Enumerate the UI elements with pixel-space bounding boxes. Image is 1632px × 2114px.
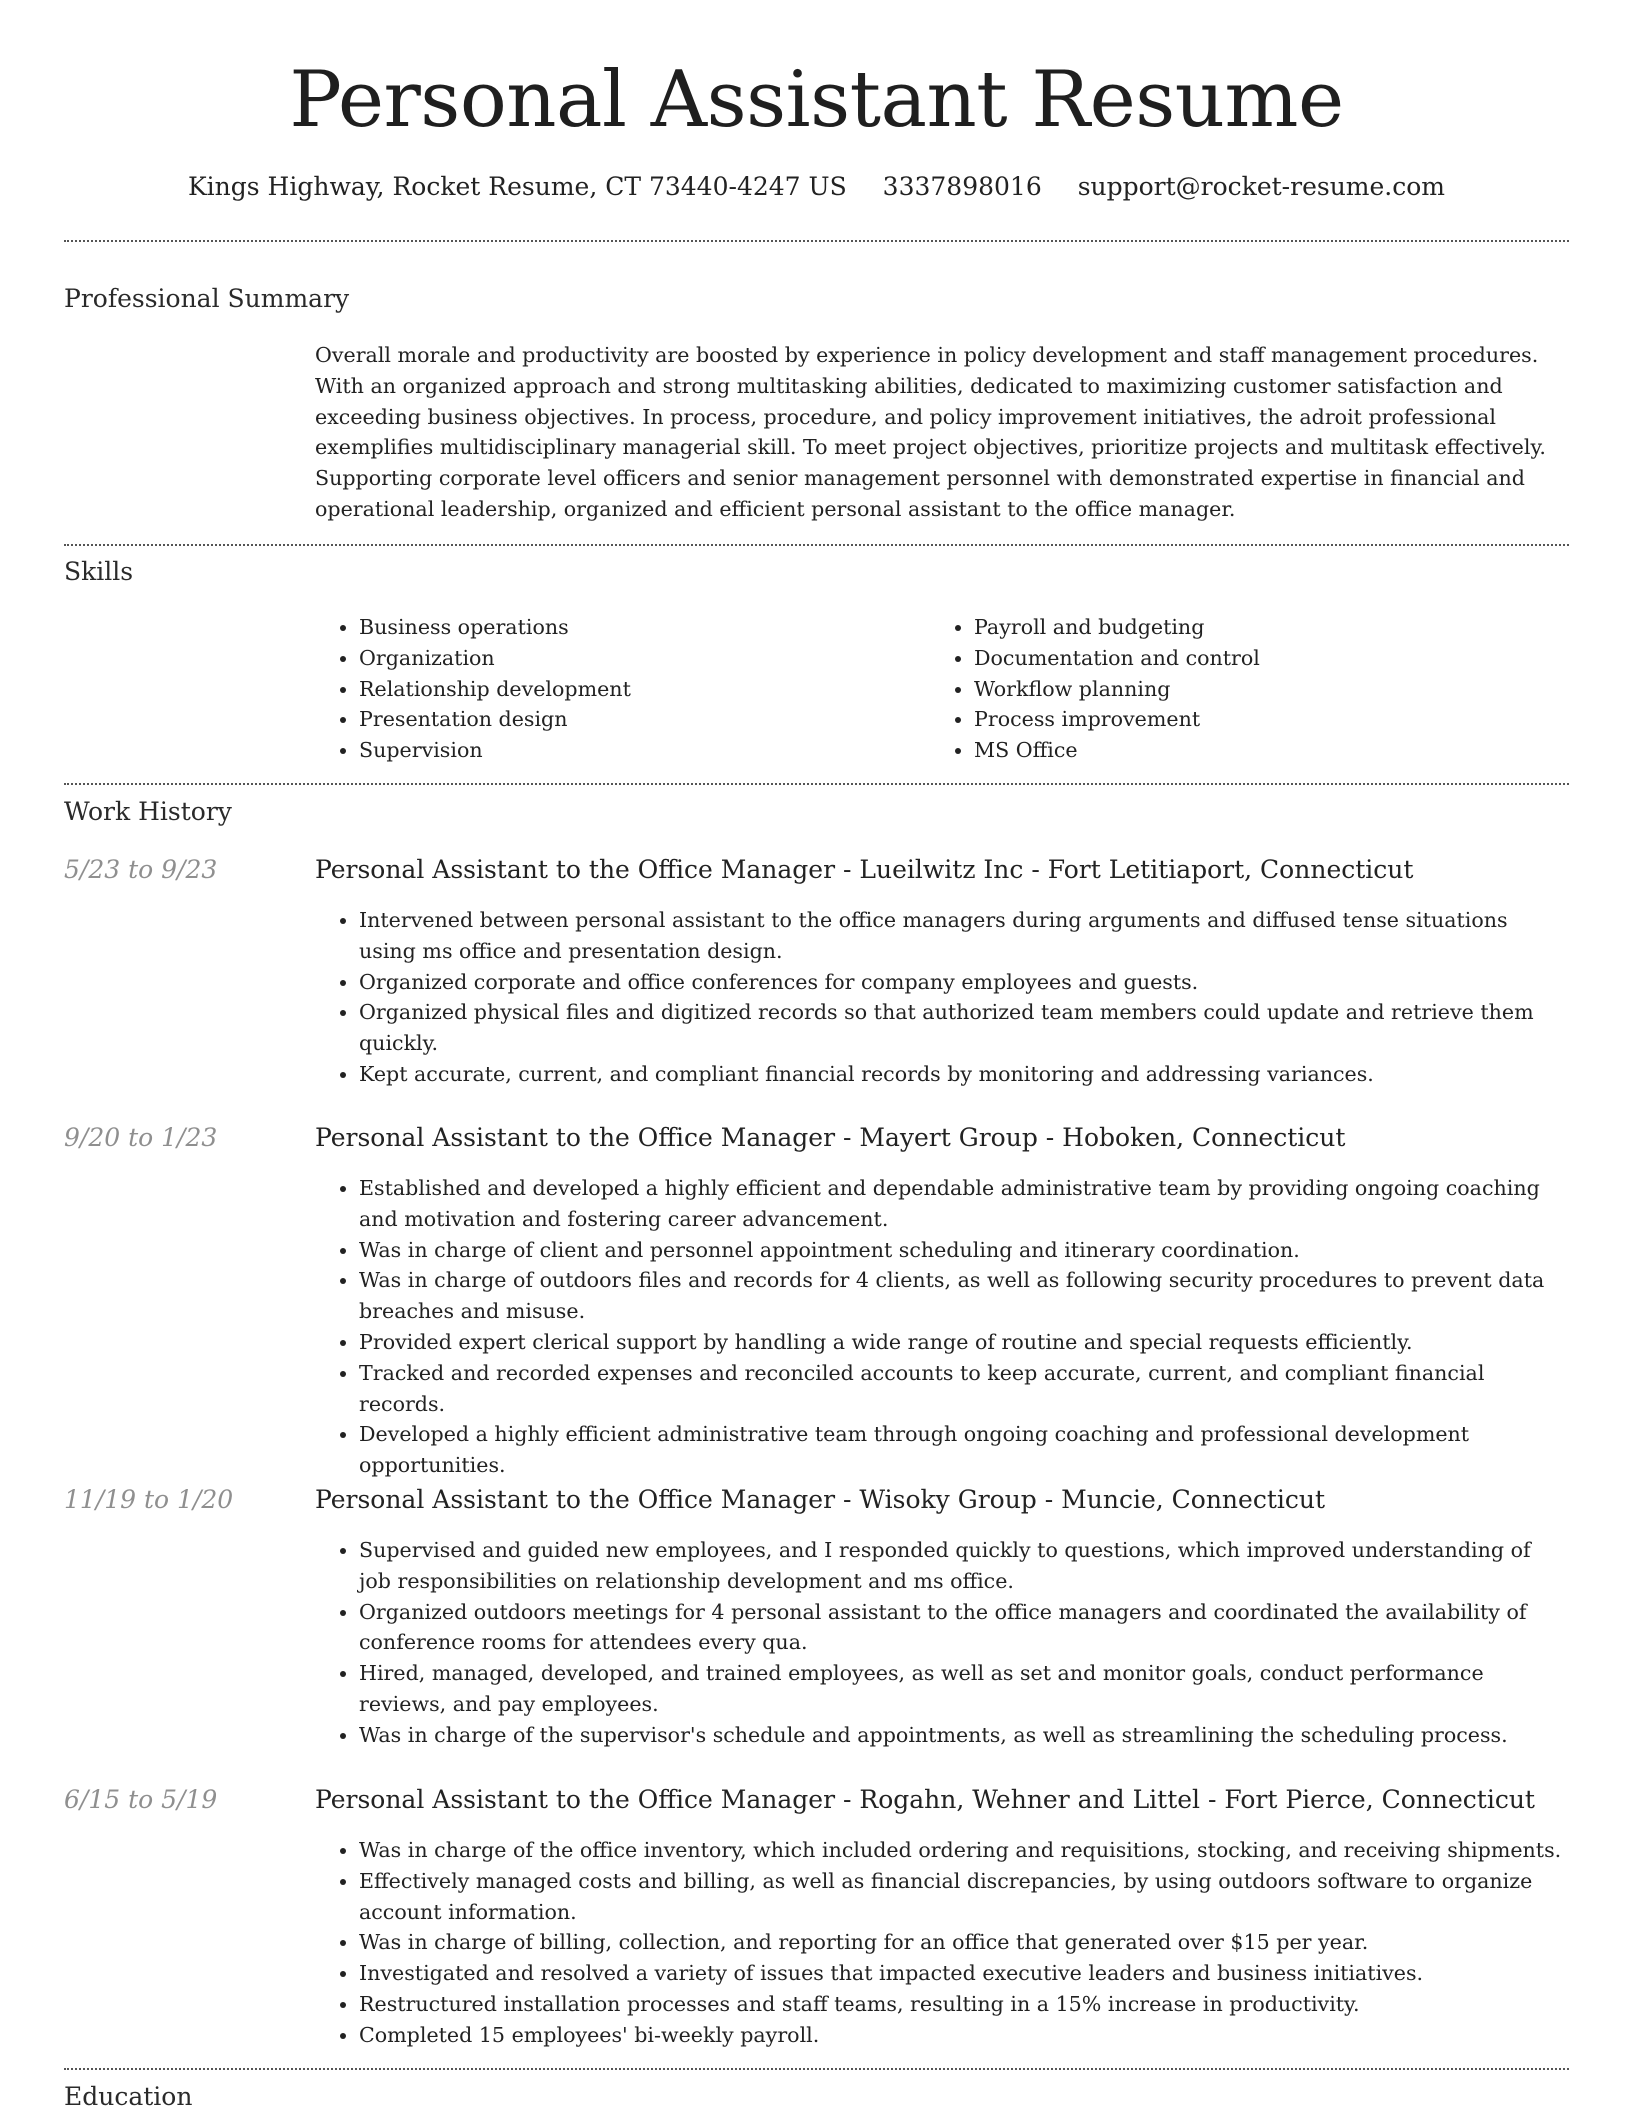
job-title: Personal Assistant to the Office Manager - Lueilwitz Inc - Fort Letitiaport, Connecticut bbox=[315, 855, 1414, 884]
job-title: Personal Assistant to the Office Manager - Wisoky Group - Muncie, Connecticut bbox=[315, 1485, 1326, 1514]
skill-item: • Business operations bbox=[359, 612, 875, 643]
skills-list-right bbox=[930, 612, 1490, 766]
skill-item: • Presentation design bbox=[359, 704, 875, 735]
education-heading: Education bbox=[64, 2082, 193, 2111]
job-dates: 11/19 to 1/20 bbox=[64, 1485, 234, 1514]
job-bullet: • Completed 15 employees' bi-weekly payroll. bbox=[359, 2020, 1569, 2051]
job-title: Personal Assistant to the Office Manager - Mayert Group - Hoboken, Connecticut bbox=[315, 1123, 1346, 1152]
job-bullet: • Organized physical files and digitized records so that authorized team members could update and retrieve them quickly. bbox=[359, 997, 1569, 1059]
work-heading: Work History bbox=[64, 797, 232, 826]
skill-item: • Payroll and budgeting bbox=[974, 612, 1490, 643]
skill-item: • Organization bbox=[359, 643, 875, 674]
job-bullets bbox=[315, 905, 1569, 1090]
job-dates: 6/15 to 5/19 bbox=[64, 1785, 218, 1814]
job-bullet: • Was in charge of the office inventory, which included ordering and requisitions, stocking, and receiving shipments. bbox=[359, 1835, 1569, 1866]
job-bullet: • Developed a highly efficient administrative team through ongoing coaching and professional development opportunities. bbox=[359, 1419, 1569, 1481]
summary-heading: Professional Summary bbox=[64, 284, 350, 313]
job-bullet: • Kept accurate, current, and compliant financial records by monitoring and addressing variances. bbox=[359, 1059, 1569, 1090]
job-bullet: • Established and developed a highly efficient and dependable administrative team by providing ongoing coaching and motivation and fostering career advancement. bbox=[359, 1173, 1569, 1235]
job-bullet: • Was in charge of billing, collection, and reporting for an office that generated over $15 per year. bbox=[359, 1927, 1569, 1958]
skill-item: • Workflow planning bbox=[974, 674, 1490, 705]
job-bullet: • Restructured installation processes and staff teams, resulting in a 15% increase in productivity. bbox=[359, 1989, 1569, 2020]
summary-text: Overall morale and productivity are boosted by experience in policy development and staff management procedures. With an organized approach and strong multitasking abilities, dedicated to maximizing customer satisfaction and exceeding business objectives. In process, procedure, and policy improvement initiatives, the adroit professional exemplifies multidisciplinary managerial skill. To meet project objectives, prioritize projects and multitask effectively. Supporting corporate level officers and senior management personnel with demonstrated expertise in financial and operational leadership, organized and efficient personal assistant to the office manager. bbox=[315, 343, 1546, 521]
job-bullet: • Organized outdoors meetings for 4 personal assistant to the office managers and coordinated the availability of conference rooms for attendees every qua. bbox=[359, 1597, 1569, 1659]
contact-phone: 3337898016 bbox=[882, 172, 1042, 201]
job-bullet: • Tracked and recorded expenses and reconciled accounts to keep accurate, current, and compliant financial records. bbox=[359, 1358, 1569, 1420]
job-bullet: • Was in charge of the supervisor's schedule and appointments, as well as streamlining the scheduling process. bbox=[359, 1720, 1569, 1751]
skills-column-right bbox=[930, 612, 1490, 766]
section-divider bbox=[64, 2068, 1569, 2070]
section-divider bbox=[64, 240, 1569, 242]
skill-item: • Relationship development bbox=[359, 674, 875, 705]
skill-item: • Documentation and control bbox=[974, 643, 1490, 674]
resume-title: Personal Assistant Resume bbox=[289, 55, 1344, 145]
skills-list-left bbox=[315, 612, 875, 766]
job-bullets bbox=[315, 1535, 1569, 1751]
job-bullet: • Intervened between personal assistant to the office managers during arguments and diffused tense situations using ms office and presentation design. bbox=[359, 905, 1569, 967]
skill-item: • Process improvement bbox=[974, 704, 1490, 735]
job-bullets bbox=[315, 1835, 1569, 2051]
job-title: Personal Assistant to the Office Manager - Rogahn, Wehner and Littel - Fort Pierce, Connecticut bbox=[315, 1785, 1535, 1814]
section-divider bbox=[64, 783, 1569, 785]
skill-item: • MS Office bbox=[974, 735, 1490, 766]
job-bullet: • Supervised and guided new employees, and I responded quickly to questions, which improved understanding of job responsibilities on relationship development and ms office. bbox=[359, 1535, 1569, 1597]
job-bullet: • Provided expert clerical support by handling a wide range of routine and special requests efficiently. bbox=[359, 1327, 1569, 1358]
job-bullet: • Organized corporate and office conferences for company employees and guests. bbox=[359, 967, 1569, 998]
skills-heading: Skills bbox=[64, 557, 134, 586]
contact-line bbox=[64, 170, 1569, 204]
skill-item: • Supervision bbox=[359, 735, 875, 766]
job-bullet: • Investigated and resolved a variety of issues that impacted executive leaders and business initiatives. bbox=[359, 1958, 1569, 1989]
contact-email: support@rocket-resume.com bbox=[1077, 172, 1445, 201]
job-bullet: • Was in charge of outdoors files and records for 4 clients, as well as following security procedures to prevent data breaches and misuse. bbox=[359, 1265, 1569, 1327]
job-bullet: • Was in charge of client and personnel appointment scheduling and itinerary coordination. bbox=[359, 1235, 1569, 1266]
contact-address: Kings Highway, Rocket Resume, CT 73440-4247 US bbox=[188, 172, 847, 201]
skills-column-left bbox=[315, 612, 875, 766]
section-divider bbox=[64, 544, 1569, 546]
job-dates: 5/23 to 9/23 bbox=[64, 855, 218, 884]
job-bullets bbox=[315, 1173, 1569, 1481]
job-bullet: • Effectively managed costs and billing, as well as financial discrepancies, by using outdoors software to organize account information. bbox=[359, 1866, 1569, 1928]
job-dates: 9/20 to 1/23 bbox=[64, 1123, 218, 1152]
resume-page bbox=[64, 0, 1569, 2111]
job-bullet: • Hired, managed, developed, and trained employees, as well as set and monitor goals, conduct performance reviews, and pay employees. bbox=[359, 1658, 1569, 1720]
